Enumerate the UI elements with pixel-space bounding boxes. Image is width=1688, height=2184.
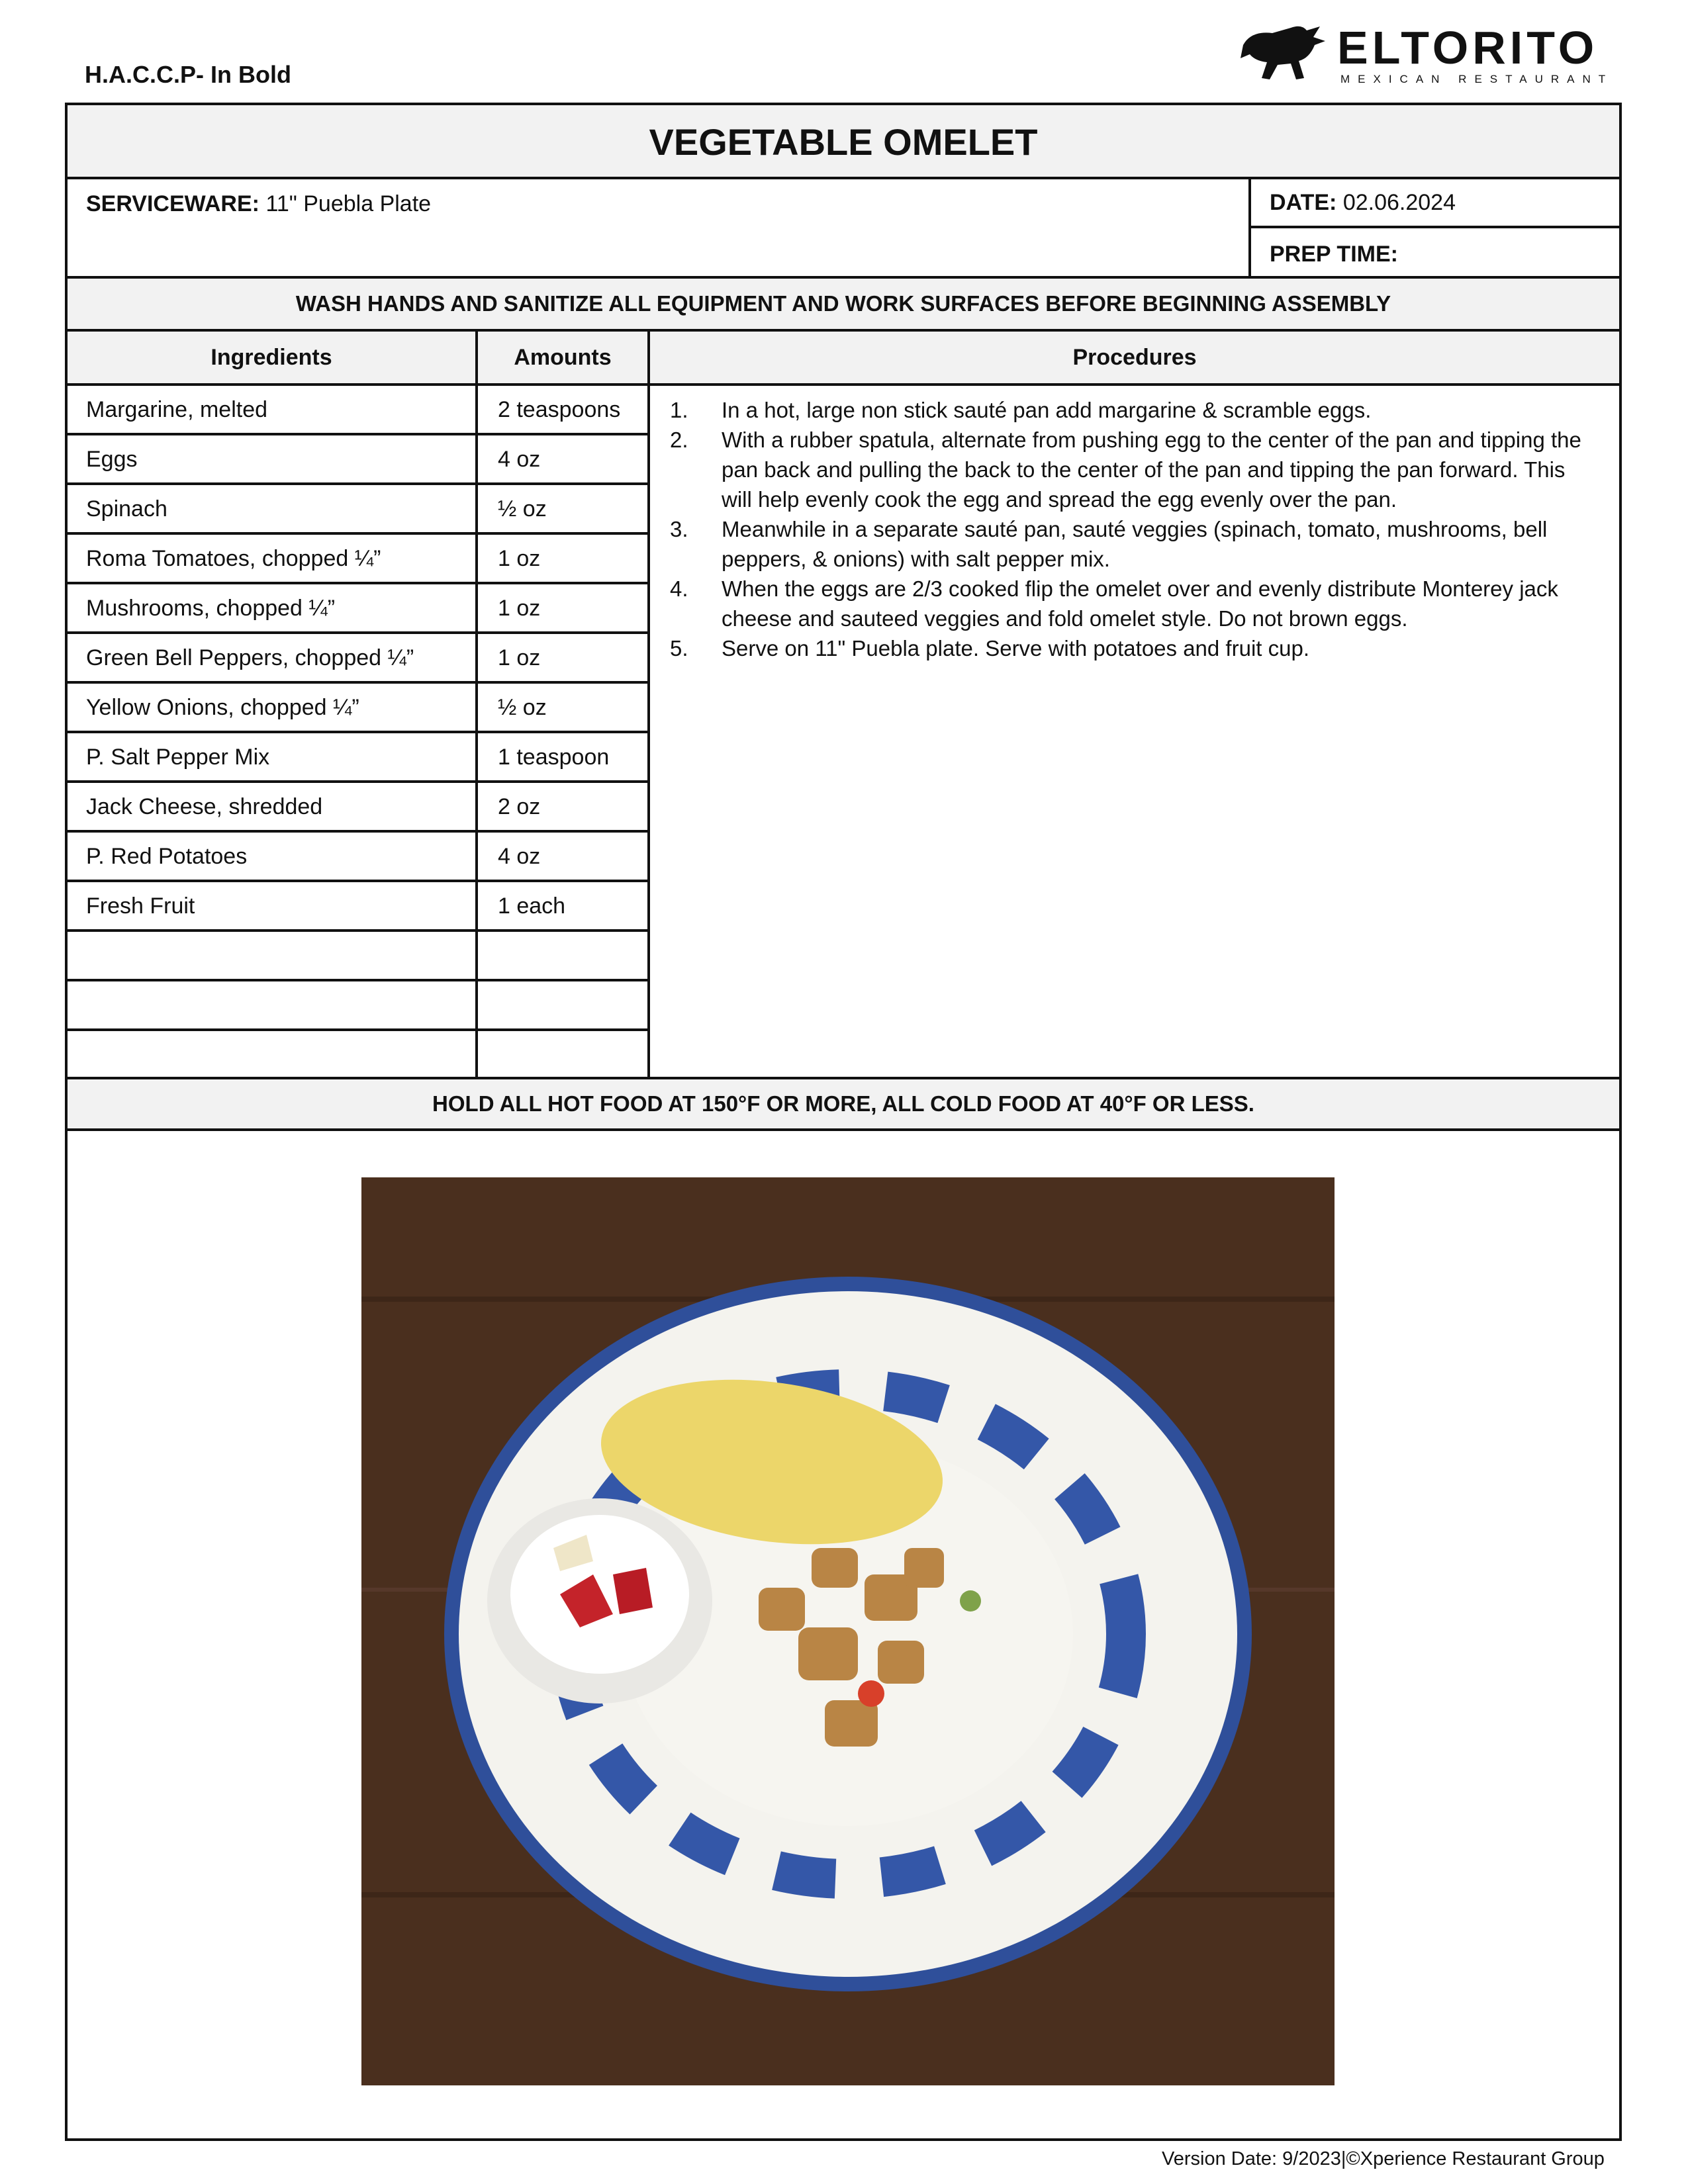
bull-logo-icon <box>1238 21 1331 83</box>
ingredient-row <box>68 733 650 783</box>
step-text: When the eggs are 2/3 cooked flip the omelet over and evenly distribute Monterey jack cheese and sauteed veggies and fold omelet style. Do not brown eggs. <box>722 576 1558 631</box>
ingredients-header: Ingredients <box>68 332 478 383</box>
ingredient-amount: ½ oz <box>478 684 650 731</box>
ingredient-name: Jack Cheese, shredded <box>68 783 478 830</box>
prep-time-cell <box>1251 228 1619 279</box>
ingredient-amount: 2 teaspoons <box>478 386 650 433</box>
procedure-step <box>670 425 1601 514</box>
ingredient-row <box>68 932 650 981</box>
prep-time-label: PREP TIME: <box>1270 242 1398 267</box>
ingredient-amount: ½ oz <box>478 485 650 532</box>
el-torito-logo <box>1238 21 1628 83</box>
ingredient-row <box>68 435 650 485</box>
ingredient-name: Mushrooms, chopped ¼” <box>68 584 478 631</box>
step-text: Serve on 11" Puebla plate. Serve with potatoes and fruit cup. <box>722 636 1309 660</box>
recipe-title: VEGETABLE OMELET <box>68 105 1619 179</box>
ingredient-name: Roma Tomatoes, chopped ¼” <box>68 535 478 582</box>
ingredient-amount: 4 oz <box>478 435 650 482</box>
procedure-step <box>670 395 1601 425</box>
plated-omelet-photo <box>361 1177 1335 2085</box>
step-text: Meanwhile in a separate sauté pan, sauté veggies (spinach, tomato, mushrooms, bell peppers, & onions) with salt pepper mix. <box>722 517 1548 571</box>
procedure-step <box>670 514 1601 574</box>
ingredient-row <box>68 535 650 584</box>
ingredient-amount: 1 oz <box>478 634 650 681</box>
serviceware-label: SERVICEWARE: <box>86 191 259 216</box>
ingredient-name: Margarine, melted <box>68 386 478 433</box>
ingredient-name <box>68 981 478 1028</box>
step-number: 2. <box>670 428 688 452</box>
ingredient-row <box>68 684 650 733</box>
ingredients-table <box>68 386 650 1081</box>
serviceware-value: 11" Puebla Plate <box>265 191 432 216</box>
ingredient-amount <box>478 1031 650 1081</box>
ingredient-row <box>68 386 650 435</box>
procedures-header: Procedures <box>1072 345 1197 370</box>
version-footer: Version Date: 9/2023|©Xperience Restaurant Group <box>1162 2148 1605 2169</box>
step-number: 1. <box>670 398 688 422</box>
ingredient-name: P. Red Potatoes <box>68 833 478 880</box>
step-number: 3. <box>670 517 688 541</box>
step-number: 4. <box>670 576 688 601</box>
ingredient-name: P. Salt Pepper Mix <box>68 733 478 780</box>
ingredient-row <box>68 783 650 833</box>
ingredient-name: Fresh Fruit <box>68 882 478 929</box>
ingredient-amount <box>478 932 650 979</box>
ingredient-amount: 1 oz <box>478 535 650 582</box>
wash-hands-banner: WASH HANDS AND SANITIZE ALL EQUIPMENT AND WORK SURFACES BEFORE BEGINNING ASSEMBLY <box>68 279 1619 332</box>
ingredient-row <box>68 634 650 684</box>
step-text: In a hot, large non stick sauté pan add margarine & scramble eggs. <box>722 398 1372 422</box>
table-header <box>68 332 1619 386</box>
hold-temperature-banner: HOLD ALL HOT FOOD AT 150°F OR MORE, ALL COLD FOOD AT 40°F OR LESS. <box>68 1079 1619 1131</box>
procedures-cell <box>650 386 1619 1077</box>
amounts-header: Amounts <box>478 332 650 383</box>
step-number: 5. <box>670 636 688 660</box>
date-value: 02.06.2024 <box>1342 190 1456 215</box>
recipe-body <box>68 386 1619 1079</box>
procedure-list <box>670 395 1601 663</box>
recipe-card <box>65 103 1622 2141</box>
ingredient-name <box>68 1031 478 1081</box>
ingredient-row <box>68 981 650 1031</box>
ingredient-row <box>68 584 650 634</box>
brand-subtitle: MEXICAN RESTAURANT <box>1340 73 1614 85</box>
haccp-note: H.A.C.C.P- In Bold <box>85 61 291 88</box>
date-label: DATE: <box>1270 190 1337 215</box>
ingredient-amount <box>478 981 650 1028</box>
ingredient-row <box>68 833 650 882</box>
ingredient-name <box>68 932 478 979</box>
ingredient-amount: 1 oz <box>478 584 650 631</box>
date-cell <box>1251 179 1619 228</box>
brand-name: ELTORITO <box>1337 22 1599 73</box>
ingredient-row <box>68 882 650 932</box>
serviceware-row <box>68 179 1619 279</box>
ingredient-amount: 1 each <box>478 882 650 929</box>
serviceware-cell <box>68 179 1251 276</box>
ingredient-row <box>68 485 650 535</box>
ingredient-name: Spinach <box>68 485 478 532</box>
ingredient-name: Eggs <box>68 435 478 482</box>
ingredient-amount: 1 teaspoon <box>478 733 650 780</box>
ingredient-name: Yellow Onions, chopped ¼” <box>68 684 478 731</box>
ingredient-row <box>68 1031 650 1081</box>
ingredient-amount: 4 oz <box>478 833 650 880</box>
step-text: With a rubber spatula, alternate from pushing egg to the center of the pan and tipping the pan back and pulling the back to the center of the pan and tipping the pan forward. This will help evenly cook the egg and spread the egg evenly over the pan. <box>722 428 1581 512</box>
ingredient-name: Green Bell Peppers, chopped ¼” <box>68 634 478 681</box>
procedure-step <box>670 633 1601 663</box>
procedure-step <box>670 574 1601 633</box>
ingredient-amount: 2 oz <box>478 783 650 830</box>
